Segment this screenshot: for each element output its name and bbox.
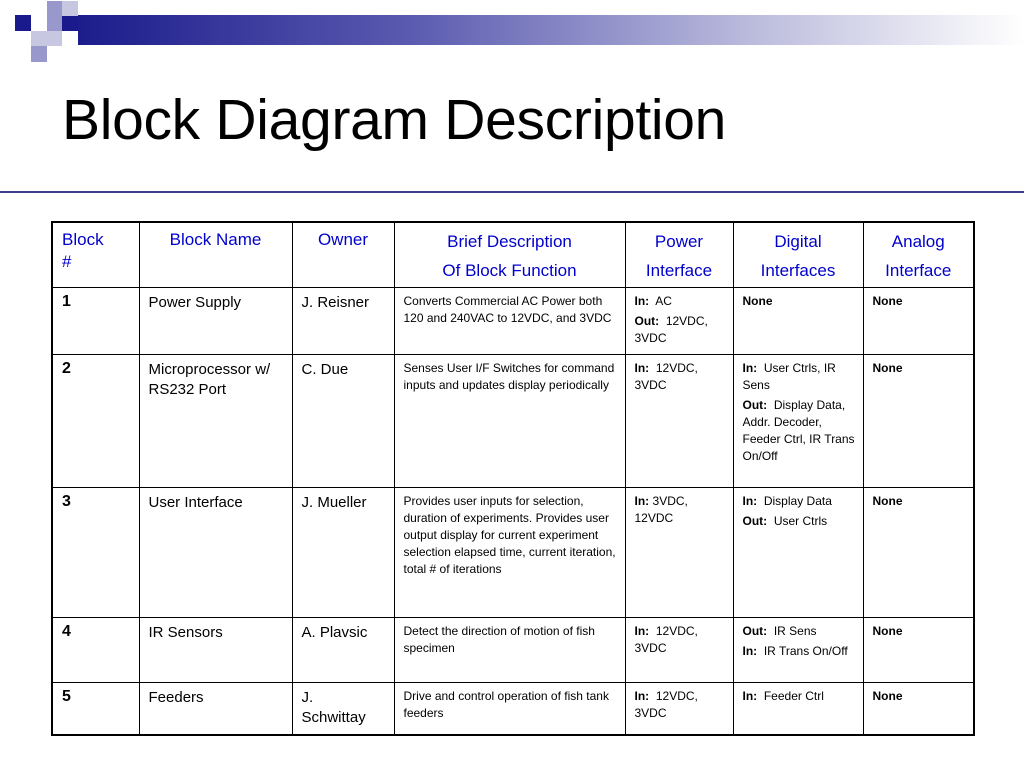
block-owner: A. Plavsic bbox=[292, 618, 394, 683]
digital-interfaces: None bbox=[733, 288, 863, 355]
power-interface: In: 12VDC, 3VDC bbox=[625, 683, 733, 735]
power-interface: In: AC Out: 12VDC, 3VDC bbox=[625, 288, 733, 355]
analog-interface: None bbox=[863, 683, 974, 735]
digital-interfaces: In: Feeder Ctrl bbox=[733, 683, 863, 735]
block-name: Feeders bbox=[139, 683, 292, 735]
block-description: Detect the direction of motion of fish specimen bbox=[394, 618, 625, 683]
block-owner: J. Mueller bbox=[292, 488, 394, 618]
block-description: Senses User I/F Switches for command inputs and updates display periodically bbox=[394, 355, 625, 488]
analog-interface: None bbox=[863, 355, 974, 488]
block-name: IR Sensors bbox=[139, 618, 292, 683]
analog-interface: None bbox=[863, 288, 974, 355]
decor-square-navy-1 bbox=[15, 15, 31, 31]
table-row bbox=[52, 355, 974, 488]
header-description: Brief Description Of Block Function bbox=[394, 222, 625, 288]
analog-interface: None bbox=[863, 618, 974, 683]
header-owner: Owner bbox=[292, 222, 394, 288]
decor-square-lavender-3 bbox=[31, 46, 47, 62]
block-number: 1 bbox=[52, 288, 139, 355]
block-description: Drive and control operation of fish tank feeders bbox=[394, 683, 625, 735]
title-gradient-bar bbox=[78, 15, 1024, 45]
power-interface: In: 12VDC, 3VDC bbox=[625, 618, 733, 683]
table-row bbox=[52, 488, 974, 618]
block-number: 2 bbox=[52, 355, 139, 488]
header-block-number: Block # bbox=[52, 222, 139, 288]
header-power-interface: Power Interface bbox=[625, 222, 733, 288]
power-interface: In: 3VDC, 12VDC bbox=[625, 488, 733, 618]
digital-interfaces: In: User Ctrls, IR Sens Out: Display Data, Addr. Decoder, Feeder Ctrl, IR Trans On/Off bbox=[733, 355, 863, 488]
block-description: Converts Commercial AC Power both 120 and 240VAC to 12VDC, and 3VDC bbox=[394, 288, 625, 355]
block-description-table bbox=[51, 221, 975, 736]
block-number: 4 bbox=[52, 618, 139, 683]
block-name: Power Supply bbox=[139, 288, 292, 355]
digital-interfaces: In: Display Data Out: User Ctrls bbox=[733, 488, 863, 618]
decor-square-navy-2 bbox=[62, 16, 78, 31]
analog-interface: None bbox=[863, 488, 974, 618]
decor-square-pale-1 bbox=[62, 1, 78, 16]
table-row bbox=[52, 288, 974, 355]
block-description: Provides user inputs for selection, duration of experiments. Provides user output display for current experiment selection elapsed time, current iteration, total # of iterations bbox=[394, 488, 625, 618]
block-owner: J. Schwittay bbox=[292, 683, 394, 735]
table-row bbox=[52, 683, 974, 735]
power-interface: In: 12VDC, 3VDC bbox=[625, 355, 733, 488]
decor-square-pale-2 bbox=[31, 31, 47, 46]
block-name: Microprocessor w/ RS232 Port bbox=[139, 355, 292, 488]
header-digital-interfaces: Digital Interfaces bbox=[733, 222, 863, 288]
table-row bbox=[52, 618, 974, 683]
title-divider bbox=[0, 191, 1024, 193]
decor-square-lavender-2 bbox=[47, 16, 62, 31]
block-name: User Interface bbox=[139, 488, 292, 618]
header-block-name: Block Name bbox=[139, 222, 292, 288]
header-analog-interface: Analog Interface bbox=[863, 222, 974, 288]
block-number: 5 bbox=[52, 683, 139, 735]
digital-interfaces: Out: IR Sens In: IR Trans On/Off bbox=[733, 618, 863, 683]
page-title: Block Diagram Description bbox=[62, 88, 727, 152]
decor-square-pale-3 bbox=[47, 31, 62, 46]
table-header-row bbox=[52, 222, 974, 288]
block-number: 3 bbox=[52, 488, 139, 618]
block-owner: C. Due bbox=[292, 355, 394, 488]
block-owner: J. Reisner bbox=[292, 288, 394, 355]
decor-square-lavender-1 bbox=[47, 1, 62, 16]
